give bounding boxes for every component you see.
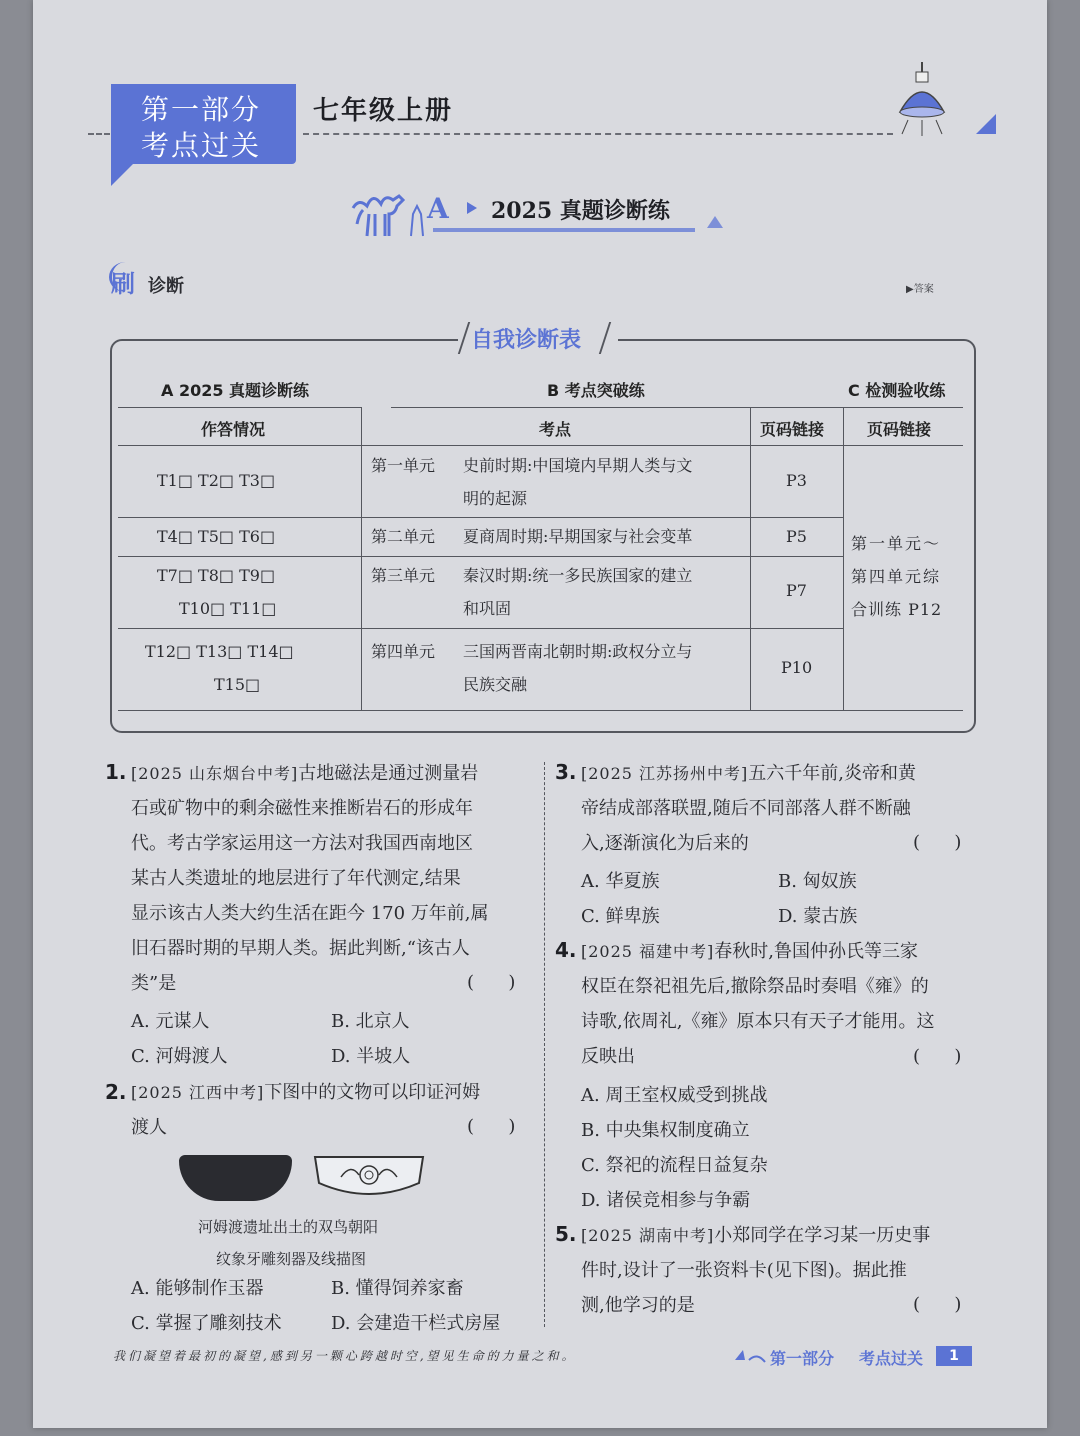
q2-answer-blank[interactable]: ( ) [467,1116,516,1137]
q4-option-b[interactable]: B. 中央集权制度确立 [581,1120,750,1141]
footer-motto: 我们凝望着最初的凝望,感到另一颗心跨越时空,望见生命的力量之和。 [113,1349,577,1363]
c-range-line3: 合训练 P12 [851,600,943,619]
row3-topic-line2: 和巩固 [463,599,512,618]
q2-caption-line2: 纹象牙雕刻器及线描图 [216,1250,367,1268]
col-b-header: B 考点突破练 [547,381,645,400]
ivory-carving-photo [179,1155,292,1201]
row1-questions: T1□ T2□ T3□ [157,471,276,490]
q1-line: 类”是 [131,973,177,994]
rule [118,517,843,518]
q5-source: [2025 湖南中考] [581,1226,715,1245]
q5-line: 测,他学习的是 [581,1295,695,1316]
q5-answer-blank[interactable]: ( ) [913,1294,962,1315]
lamp-icon [888,62,998,142]
row3-questions-line1: T7□ T8□ T9□ [157,566,276,585]
q4-number: 4. [555,938,577,962]
q4-option-c[interactable]: C. 祭祀的流程日益复杂 [581,1155,768,1176]
rule [361,407,362,710]
q3-option-d[interactable]: D. 蒙古族 [778,906,858,927]
rule [118,628,843,629]
q1-number: 1. [105,760,127,784]
rule [843,407,844,710]
q1-option-b[interactable]: B. 北京人 [331,1011,410,1032]
q2-number: 2. [105,1080,127,1104]
col-a-header: A 2025 真题诊断练 [161,381,310,400]
q4-source: [2025 福建中考] [581,942,715,961]
row4-topic-line1: 三国两晋南北朝时期:政权分立与 [463,642,693,661]
textbook-page [33,0,1047,1428]
diagnostic-title: 自我诊断表 [471,328,582,353]
point-header: 考点 [539,420,572,439]
rule [750,407,751,710]
q1-line: 旧石器时期的早期人类。据此判断,“该古人 [131,938,470,959]
q5-line: 小郑同学在学习某一历史事 [714,1225,931,1246]
q2-line: 渡人 [131,1117,167,1138]
q1-option-d[interactable]: D. 半坡人 [331,1046,411,1067]
q4-line: 反映出 [581,1046,635,1067]
row4-page: P10 [781,658,813,677]
part-label-box [111,84,296,164]
q1-answer-blank[interactable]: ( ) [467,972,516,993]
camel-icon [349,184,429,239]
q2-option-c[interactable]: C. 掌握了雕刻技术 [131,1313,282,1334]
row3-topic-line1: 秦汉时期:统一多民族国家的建立 [463,566,693,585]
answer-status-header: 作答情况 [201,420,266,439]
row4-unit: 第四单元 [371,642,436,661]
row1-topic-line2: 明的起源 [463,489,528,508]
q2-option-b[interactable]: B. 懂得饲养家畜 [331,1278,464,1299]
footer-part: 第一部分 [770,1349,835,1368]
column-divider [544,762,545,1327]
page-link-c-header: 页码链接 [867,420,932,439]
row2-topic-line1: 夏商周时期:早期国家与社会变革 [463,527,693,546]
row3-unit: 第三单元 [371,566,436,585]
part-label-line2: 考点过关 [141,129,262,162]
q2-stem [131,1075,480,1145]
row1-topic-line1: 史前时期:中国境内早期人类与文 [463,456,693,475]
rule [118,710,963,711]
q3-stem [581,756,916,861]
rule [118,407,361,408]
q2-caption-line1: 河姆渡遗址出土的双鸟朝阳 [198,1218,379,1236]
q3-option-a[interactable]: A. 华夏族 [581,871,660,892]
q2-line: 下图中的文物可以印证河姆 [264,1082,481,1103]
q4-line: 权臣在祭祀祖先后,撤除祭品时奏唱《雍》的 [581,976,929,997]
row2-page: P5 [786,527,807,546]
row4-topic-line2: 民族交融 [463,675,528,694]
q2-source: [2025 江西中考] [131,1083,265,1102]
q5-number: 5. [555,1222,577,1246]
section-letter: A [427,192,449,225]
q3-option-b[interactable]: B. 匈奴族 [778,871,857,892]
row1-unit: 第一单元 [371,456,436,475]
footer-section: 考点过关 [859,1349,924,1368]
q3-source: [2025 江苏扬州中考] [581,764,749,783]
q4-option-d[interactable]: D. 诸侯竞相参与争霸 [581,1190,751,1211]
q4-line: 春秋时,鲁国仲孙氏等三家 [714,941,919,962]
c-range-line1: 第一单元～ [851,534,942,553]
q5-line: 件时,设计了一张资料卡(见下图)。据此推 [581,1260,907,1281]
q3-line: 帝结成部落联盟,随后不同部落人群不断融 [581,798,911,819]
q3-number: 3. [555,760,577,784]
page-link-header: 页码链接 [760,420,825,439]
q2-option-d[interactable]: D. 会建造干栏式房屋 [331,1313,501,1334]
q1-stem [131,756,489,1001]
row3-page: P7 [786,581,807,600]
q2-option-a[interactable]: A. 能够制作玉器 [131,1278,264,1299]
header-divider [303,133,893,135]
row1-page: P3 [786,471,807,490]
section-title: 2025 真题诊断练 [491,198,670,224]
q1-source: [2025 山东烟台中考] [131,764,299,783]
q3-line: 五六千年前,炎帝和黄 [748,763,917,784]
q4-option-a[interactable]: A. 周王室权威受到挑战 [581,1085,768,1106]
section-arrow-icon [467,202,477,214]
q1-line: 代。考古学家运用这一方法对我国西南地区 [131,833,473,854]
grade-title: 七年级上册 [313,96,454,126]
header-divider-left [88,133,110,135]
rule [118,556,843,557]
rule [845,407,963,408]
q4-answer-blank[interactable]: ( ) [913,1046,962,1067]
q4-line: 诗歌,依周礼,《雍》原本只有天子才能用。这 [581,1011,935,1032]
brush-char: 刷 [111,270,135,298]
q5-stem [581,1218,930,1323]
q4-stem [581,934,934,1074]
q3-option-c[interactable]: C. 鲜卑族 [581,906,660,927]
col-c-header: C 检测验收练 [848,381,946,400]
q1-line: 古地磁法是通过测量岩 [298,763,479,784]
row2-unit: 第二单元 [371,527,436,546]
line-drawing-image [311,1153,427,1203]
rule [118,445,963,446]
q1-line: 石或矿物中的剩余磁性来推断岩石的形成年 [131,798,473,819]
section-underline [433,228,695,232]
q1-option-a[interactable]: A. 元谋人 [131,1011,210,1032]
q3-line: 入,逐渐演化为后来的 [581,833,749,854]
c-range-line2: 第四单元综 [851,567,942,586]
q1-line: 某古人类遗址的地层进行了年代测定,结果 [131,868,461,889]
diagnosis-label: 诊断 [148,276,184,297]
row4-questions-line1: T12□ T13□ T14□ [145,642,294,661]
rule [391,407,911,408]
row2-questions: T4□ T5□ T6□ [157,527,276,546]
q1-option-c[interactable]: C. 河姆渡人 [131,1046,228,1067]
answer-link[interactable]: ▶答案 [906,284,934,295]
footer-arrow-icon [733,1348,767,1364]
part-label-tail [111,164,133,186]
row3-questions-line2: T10□ T11□ [179,599,277,618]
page-number: 1 [936,1346,972,1366]
q1-line: 显示该古人类大约生活在距今 170 万年前,属 [131,903,489,924]
q3-answer-blank[interactable]: ( ) [913,832,962,853]
banner-end-icon [705,214,725,230]
row4-questions-line2: T15□ [214,675,261,694]
part-label-line1: 第一部分 [141,93,262,126]
